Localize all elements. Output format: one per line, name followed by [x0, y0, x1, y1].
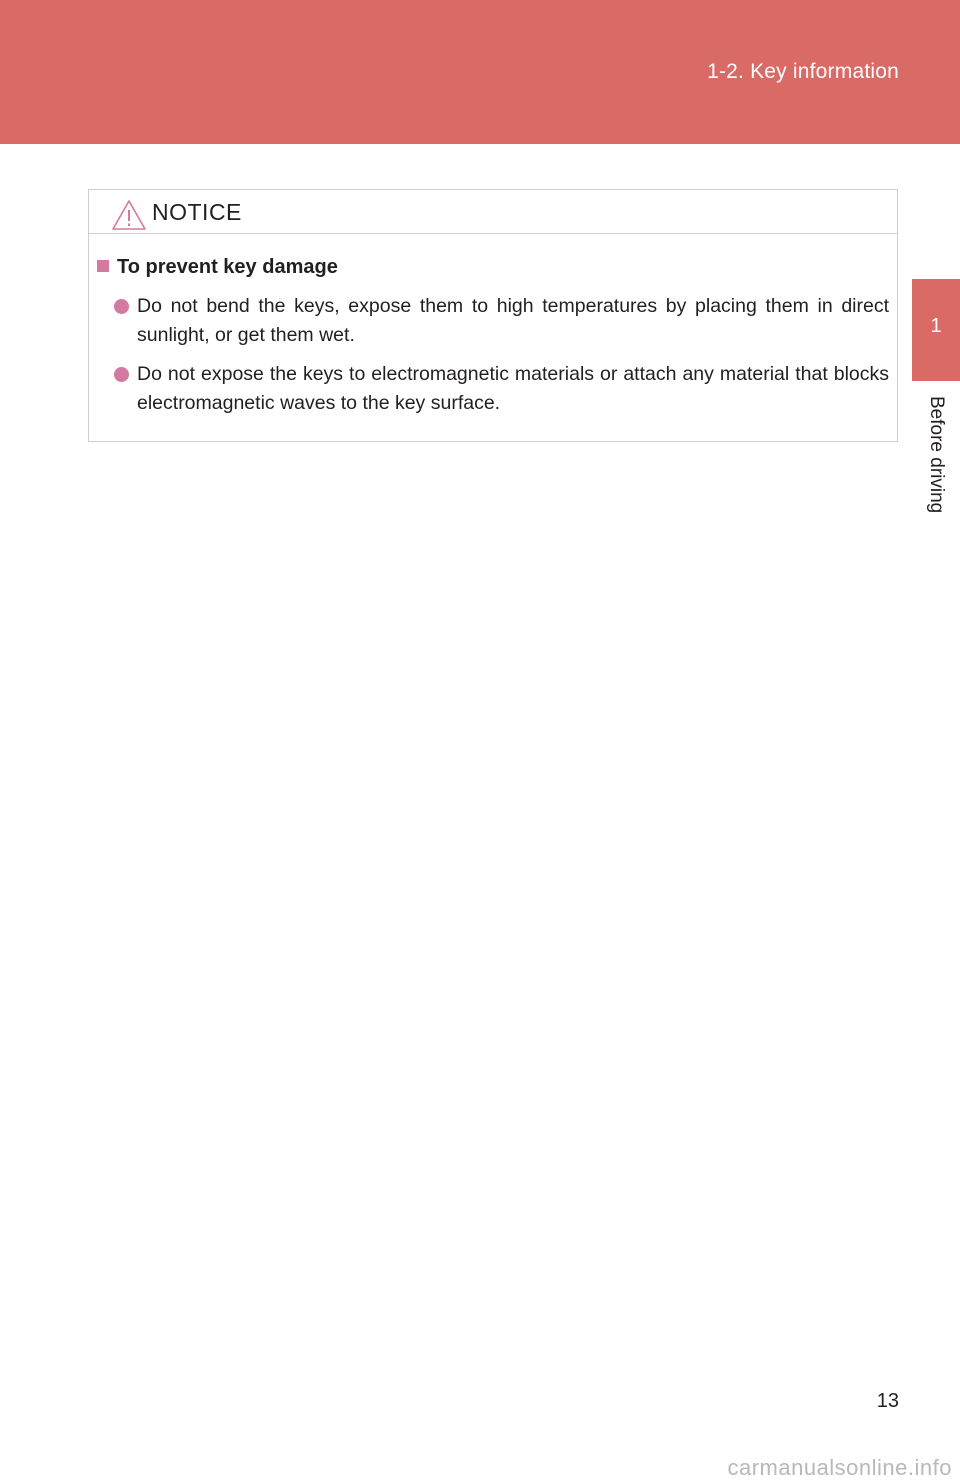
list-item: [137, 360, 889, 418]
notice-header: [89, 190, 897, 234]
notice-section-heading: [97, 256, 338, 279]
list-item: [137, 292, 889, 350]
square-bullet-icon: [97, 260, 109, 272]
notice-box: [88, 189, 898, 442]
bullet-dot-icon: [114, 299, 129, 314]
watermark: carmanualsonline.info: [727, 1455, 952, 1480]
section-title: 1-2. Key information: [707, 60, 899, 83]
bullet-dot-icon: [114, 367, 129, 382]
notice-section-heading-text: To prevent key damage: [117, 256, 338, 278]
list-item-text: Do not expose the keys to electromagnetic materials or attach any material that blocks electromagnetic waves to the key surface.: [137, 363, 889, 414]
chapter-number: 1: [930, 315, 942, 337]
warning-triangle-icon: [111, 199, 147, 231]
notice-title: NOTICE: [152, 199, 242, 225]
list-item-text: Do not bend the keys, expose them to high temperatures by placing them in direct sunlight, or get them wet.: [137, 295, 889, 346]
page-number: 13: [876, 1390, 899, 1412]
chapter-label-text: Before driving: [926, 396, 947, 514]
chapter-tab: [912, 279, 960, 381]
header-band: [0, 0, 960, 144]
